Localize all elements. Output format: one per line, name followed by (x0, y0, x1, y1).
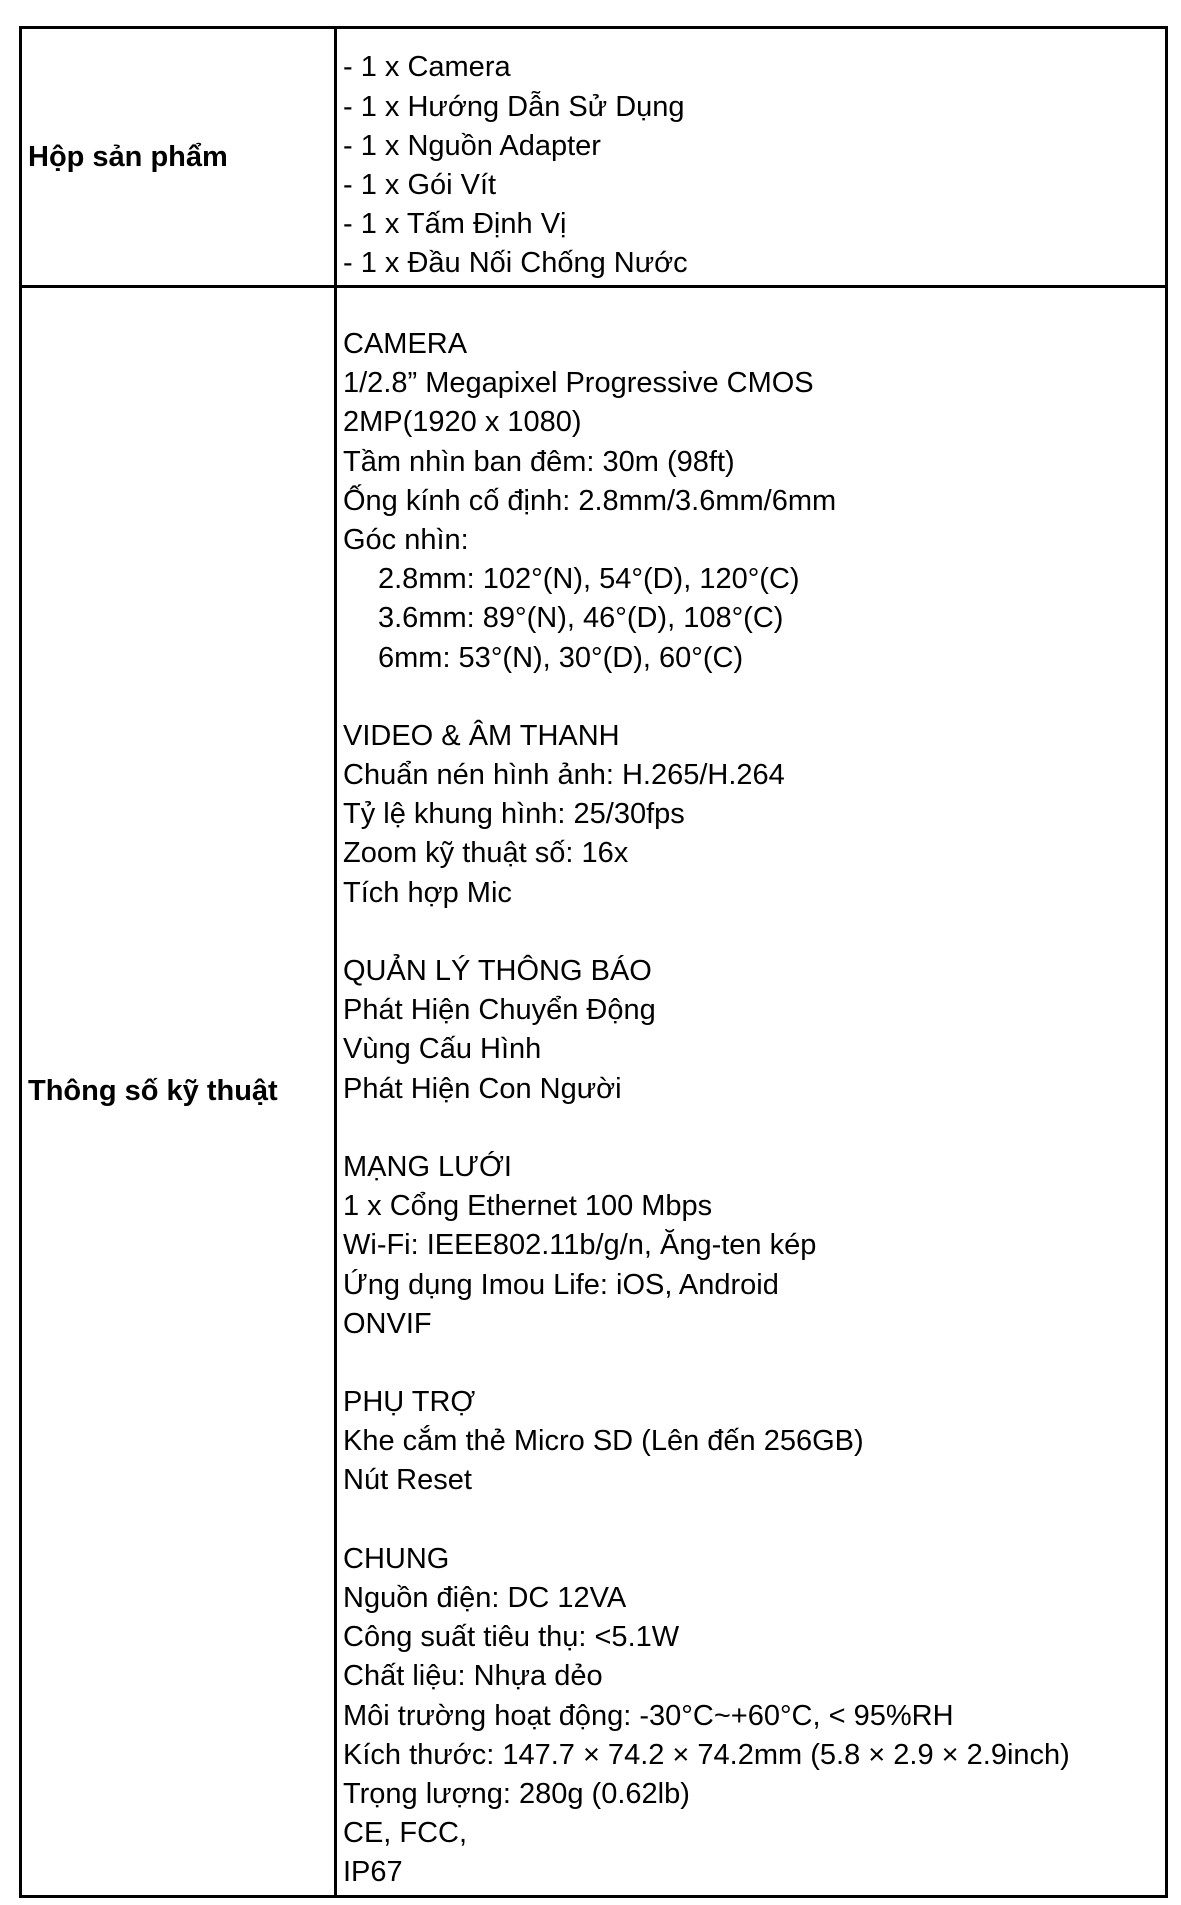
spec-sub-line: 3.6mm: 89°(N), 46°(D), 108°(C) (378, 602, 784, 635)
list-item: - 1 x Nguồn Adapter (343, 129, 601, 162)
section-heading: CHUNG (343, 1542, 450, 1575)
section-spacer (343, 1344, 1165, 1383)
list-item: - 1 x Đầu Nối Chống Nước (343, 247, 688, 280)
section-heading: PHỤ TRỢ (343, 1386, 476, 1419)
section-spacer (343, 678, 1165, 717)
spec-table (19, 26, 1168, 1898)
section-spacer (343, 913, 1165, 952)
row-label-box-contents: Hộp sản phẩm (21, 28, 336, 287)
list-item: - 1 x Camera (343, 51, 511, 84)
spec-line: Tích hợp Mic (343, 876, 512, 909)
table-row-specifications (21, 287, 1167, 1897)
spec-line: Vùng Cấu Hình (343, 1033, 542, 1066)
spec-line: Tỷ lệ khung hình: 25/30fps (343, 798, 685, 831)
spec-line: Chất liệu: Nhựa dẻo (343, 1660, 603, 1693)
spec-line: Khe cắm thẻ Micro SD (Lên đến 256GB) (343, 1425, 864, 1458)
spec-line: Tầm nhìn ban đêm: 30m (98ft) (343, 445, 735, 478)
section-spacer (343, 1109, 1165, 1148)
spec-section-camera (343, 325, 1165, 678)
spec-line: Kích thước: 147.7 × 74.2 × 74.2mm (5.8 × 2.9 × 2.9inch) (343, 1738, 1070, 1771)
spec-line: Phát Hiện Chuyển Động (343, 994, 656, 1027)
box-contents-list (336, 28, 1167, 287)
list-item: - 1 x Gói Vít (343, 169, 497, 201)
spec-section-notifications (343, 952, 1165, 1109)
spec-line: 1 x Cổng Ethernet 100 Mbps (343, 1190, 713, 1223)
spec-line: Môi trường hoạt động: -30°C~+60°C, < 95%RH (343, 1699, 954, 1732)
section-heading: CAMERA (343, 328, 468, 360)
spec-line: Zoom kỹ thuật số: 16x (343, 837, 629, 870)
spec-sub-line: 2.8mm: 102°(N), 54°(D), 120°(C) (378, 563, 800, 596)
list-item: - 1 x Tấm Định Vị (343, 208, 567, 241)
spec-line: Nguồn điện: DC 12VA (343, 1582, 627, 1614)
spec-section-video-audio (343, 717, 1165, 913)
spec-line: IP67 (343, 1856, 403, 1889)
spec-line: Nút Reset (343, 1464, 472, 1497)
section-heading: VIDEO & ÂM THANH (343, 719, 620, 752)
spec-line: Góc nhìn: (343, 523, 469, 556)
spec-line: Trọng lượng: 280g (0.62lb) (343, 1777, 690, 1810)
list-item: - 1 x Hướng Dẫn Sử Dụng (343, 90, 685, 123)
row-label-specifications: Thông số kỹ thuật (21, 287, 336, 1897)
spec-sub-line: 6mm: 53°(N), 30°(D), 60°(C) (378, 641, 744, 674)
spec-line: 2MP(1920 x 1080) (343, 406, 582, 439)
spec-section-accessories (343, 1383, 1165, 1501)
spec-line: 1/2.8” Megapixel Progressive CMOS (343, 367, 814, 400)
specifications-list (336, 287, 1167, 1897)
spec-line: ONVIF (343, 1307, 432, 1340)
spec-line: Ứng dụng Imou Life: iOS, Android (343, 1268, 779, 1301)
spec-section-network (343, 1148, 1165, 1344)
spec-line: Công suất tiêu thụ: <5.1W (343, 1621, 680, 1654)
spec-line: CE, FCC, (343, 1817, 468, 1850)
section-heading: MẠNG LƯỚI (343, 1150, 512, 1183)
table-row-box-contents (21, 28, 1167, 287)
spec-line: Chuẩn nén hình ảnh: H.265/H.264 (343, 759, 785, 792)
spec-section-general (343, 1540, 1165, 1893)
spec-line: Phát Hiện Con Người (343, 1072, 622, 1105)
spec-line: Wi-Fi: IEEE802.11b/g/n, Ăng-ten kép (343, 1229, 817, 1262)
section-heading: QUẢN LÝ THÔNG BÁO (343, 955, 652, 987)
spec-line: Ống kính cố định: 2.8mm/3.6mm/6mm (343, 484, 837, 517)
section-spacer (343, 1501, 1165, 1540)
